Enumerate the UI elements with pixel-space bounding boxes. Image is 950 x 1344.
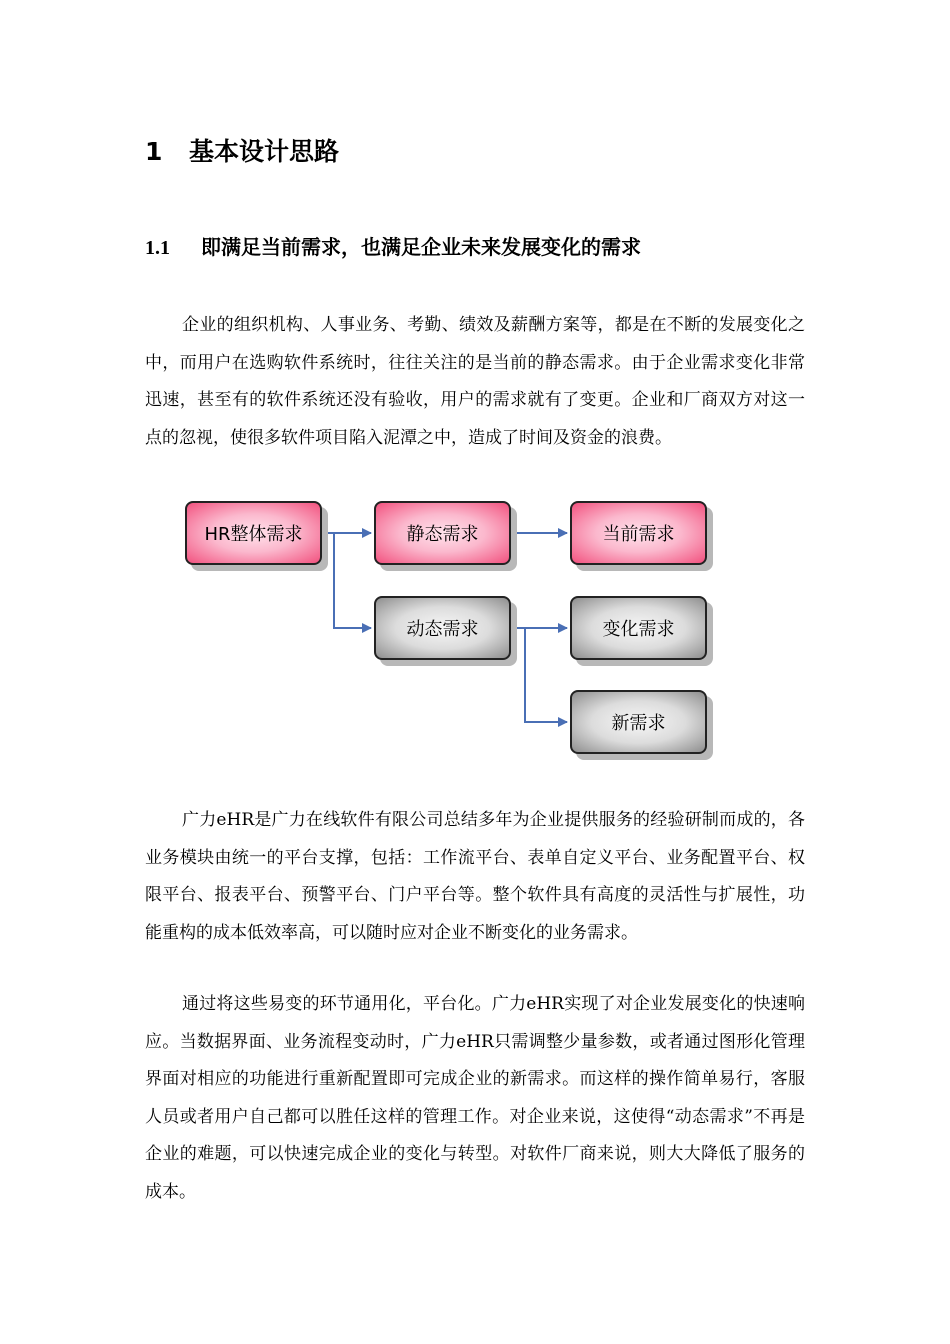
paragraph-2: 广力eHR是广力在线软件有限公司总结多年为企业提供服务的经验研制而成的，各业务模块由统一的平台支撑，包括：工作流平台、表单自定义平台、业务配置平台、权限平台、报表平台、预警平台、门户平台等。整个软件具有高度的灵活性与扩展性，功能重构的成本低效率高，可以随时应对企业不断变化的业务需求。: [145, 810, 805, 943]
heading-1: [145, 136, 339, 168]
requirements-diagram: [175, 492, 735, 782]
arrow-hr-to-dynamic: [334, 533, 371, 628]
box-hr-overall-requirements: HR整体需求: [185, 501, 322, 565]
heading-2: [145, 232, 641, 263]
paragraph-3: 通过将这些易变的环节通用化，平台化。广力eHR实现了对企业发展变化的快速响应。当数据界面、业务流程变动时，广力eHR只需调整少量参数，或者通过图形化管理界面对相应的功能进行重新配置即可完成企业的新需求。而这样的操作简单易行，客服人员或者用户自己都可以胜任这样的管理工作。对企业来说，这使得“动态需求”不再是企业的难题，可以快速完成企业的变化与转型。对软件厂商来说，则大大降低了服务的成本。: [145, 994, 805, 1202]
heading-1-text: 基本设计思路: [189, 137, 340, 166]
box-current-requirements: 当前需求: [570, 501, 707, 565]
box-dynamic-requirements: 动态需求: [374, 596, 511, 660]
heading-2-number: 1.1: [145, 237, 170, 259]
arrow-dynamic-to-new: [525, 628, 567, 722]
box-changing-requirements: 变化需求: [570, 596, 707, 660]
heading-1-number: 1: [145, 137, 163, 166]
heading-2-text: 即满足当前需求，也满足企业未来发展变化的需求: [201, 235, 641, 259]
box-static-requirements: 静态需求: [374, 501, 511, 565]
paragraph-1: 企业的组织机构、人事业务、考勤、绩效及薪酬方案等，都是在不断的发展变化之中，而用户在选购软件系统时，往往关注的是当前的静态需求。由于企业需求变化非常迅速，甚至有的软件系统还没有验收，用户的需求就有了变更。企业和厂商双方对这一点的忽视，使很多软件项目陷入泥潭之中，造成了时间及资金的浪费。: [145, 315, 805, 448]
box-new-requirements: 新需求: [570, 690, 707, 754]
